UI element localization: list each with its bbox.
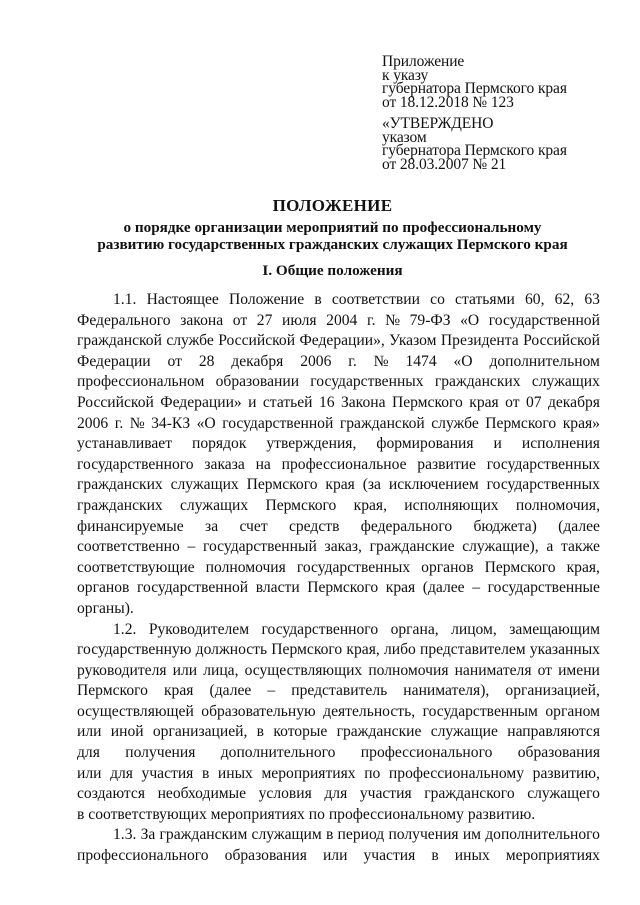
body-word: декабря <box>547 393 600 411</box>
body-word: либо <box>383 641 416 659</box>
body-word: осуществляющих <box>244 661 363 679</box>
body-word: Российской <box>523 332 600 350</box>
body-word: участия <box>141 764 194 782</box>
body-word: или <box>77 764 102 782</box>
body-text-line <box>77 702 600 723</box>
body-text-line <box>77 784 600 805</box>
body-word: 62, <box>554 291 575 308</box>
body-word: государственные <box>487 579 600 597</box>
body-word: края <box>385 579 416 597</box>
body-word: в <box>77 805 85 823</box>
body-word: 1.1. <box>113 291 137 308</box>
body-word: – <box>267 682 276 700</box>
body-word: декабря <box>231 352 284 370</box>
body-word: государственной <box>222 414 334 432</box>
body-word: власти <box>255 579 300 597</box>
body-word: для <box>324 785 348 803</box>
body-word: служащих <box>531 373 600 391</box>
body-word: статьями <box>455 291 515 308</box>
body-word: 1474 <box>405 352 437 370</box>
body-word: мероприятиях <box>261 764 356 782</box>
body-word: профессиональное <box>281 455 407 473</box>
body-word: финансируемые <box>77 517 184 535</box>
body-word: гражданского <box>424 785 515 803</box>
body-word: от <box>167 352 182 370</box>
body-word: государственного <box>77 455 194 473</box>
body-word: служащим <box>251 826 322 844</box>
body-word: Президента <box>440 332 519 350</box>
body-word: края, <box>346 641 380 659</box>
body-text-line <box>77 311 600 332</box>
body-word: гражданских <box>77 496 163 514</box>
body-word: мероприятиях <box>210 805 305 823</box>
body-word: участия <box>363 847 416 865</box>
body-word: Пермского <box>485 414 557 432</box>
body-word: «О <box>460 311 480 329</box>
body-word: № <box>129 414 145 432</box>
body-word: создаются <box>77 785 145 803</box>
body-text-line <box>77 620 600 641</box>
body-word: 34-КЗ <box>151 414 191 432</box>
body-word: гражданских <box>77 476 163 494</box>
body-word: края» <box>562 414 600 432</box>
body-word: руководителя <box>77 661 167 679</box>
body-word: порядок <box>191 435 247 453</box>
body-word: дополнительном <box>489 352 600 370</box>
body-word: – <box>472 579 480 597</box>
body-word: соответствующие <box>77 558 195 576</box>
body-text-line <box>77 517 600 538</box>
body-text-line <box>77 475 600 496</box>
body-word: За <box>140 826 156 844</box>
body-word: Пермского <box>391 393 463 411</box>
body-word: представитель <box>291 682 388 700</box>
body-word: соответствии <box>331 291 420 308</box>
body-word: 1.2. <box>113 620 137 638</box>
body-word: нанимателя), <box>403 682 490 700</box>
body-word: Руководителем <box>148 620 250 638</box>
body-word: государственных <box>310 373 424 391</box>
body-text-line <box>77 537 600 558</box>
body-word: статьей <box>262 393 313 411</box>
body-word: со <box>430 291 445 308</box>
body-text-line <box>77 743 600 764</box>
body-word: лица, <box>203 661 239 679</box>
body-text-line <box>77 290 600 311</box>
body-word: счет <box>239 517 268 535</box>
body-text-line <box>77 558 600 579</box>
body-word: 63 <box>584 291 600 308</box>
body-word: 16 <box>318 393 335 411</box>
body-text-line <box>77 434 600 455</box>
approved-line: «УТВЕРЖДЕНО <box>382 115 494 132</box>
body-text-line <box>77 681 600 702</box>
body-word: Российской <box>218 332 296 350</box>
body-word: формирования <box>376 435 474 453</box>
body-text-line <box>77 599 600 620</box>
body-word: (за <box>362 476 381 494</box>
body-word: профессиональном <box>77 373 205 391</box>
body-word: представителем <box>420 641 526 659</box>
body-word: дополнительного <box>485 826 600 844</box>
body-word: профессиональному <box>388 764 525 782</box>
body-word: бюджета) <box>473 517 537 535</box>
body-word: для <box>77 744 100 762</box>
body-text-line <box>77 455 600 476</box>
body-word: органы). <box>77 599 134 617</box>
body-word: замещающим <box>509 620 600 638</box>
body-word: на <box>255 455 271 473</box>
body-text-line <box>77 414 600 435</box>
body-word: иных <box>454 847 490 865</box>
body-word: служащих <box>180 496 249 514</box>
body-word: развитию. <box>467 805 536 823</box>
body-word: средств <box>288 517 340 535</box>
body-word: органом <box>545 702 600 720</box>
body-word: июля <box>281 311 317 329</box>
body-text-line <box>77 764 600 785</box>
body-word: образовании <box>215 373 300 391</box>
body-text-line <box>77 846 600 867</box>
body-word: «О <box>196 414 216 432</box>
appendix-line: к указу <box>382 66 429 84</box>
body-word: федерального <box>360 517 453 535</box>
body-word: должность <box>195 641 268 659</box>
body-word: (далее <box>209 682 252 700</box>
body-word: государственную <box>77 641 192 659</box>
body-text-line <box>77 661 600 682</box>
body-word: г. <box>348 352 357 370</box>
approved-line: от 28.03.2007 № 21 <box>382 155 507 173</box>
body-word: государственной <box>137 579 249 597</box>
body-word: заказа <box>204 455 245 473</box>
body-word: государственной <box>488 311 600 329</box>
body-word: развитие <box>417 455 476 473</box>
body-word: заказ, <box>324 538 362 556</box>
body-word: служащих <box>170 476 239 494</box>
body-word: исполнения <box>521 435 600 453</box>
body-word: или <box>322 847 348 865</box>
body-text-line <box>77 825 600 846</box>
body-word: полномочия <box>368 661 449 679</box>
body-word: исполняющих <box>404 496 499 514</box>
body-word: от <box>505 393 520 411</box>
body-text-line <box>77 496 600 517</box>
body-word: и <box>248 393 257 411</box>
body-word: № <box>373 352 389 370</box>
body-word: Указом <box>389 332 437 350</box>
body-word: нанимателя <box>454 661 532 679</box>
body-word: период <box>337 826 385 844</box>
body-word: государственным <box>422 702 538 720</box>
body-word: от <box>232 311 248 329</box>
appendix-line: губернатора Пермского края <box>382 80 567 98</box>
body-word: деятельность, <box>323 702 416 720</box>
body-word: осуществляющей <box>77 702 194 720</box>
body-word: Федерации <box>77 352 151 370</box>
body-word: г. <box>114 414 124 432</box>
body-word: или <box>172 661 198 679</box>
body-word: им <box>462 826 482 844</box>
body-word: гражданской <box>77 332 162 350</box>
body-word: от <box>537 661 552 679</box>
appendix-stamp <box>382 55 612 109</box>
body-word: Пермского <box>246 476 318 494</box>
body-text-line <box>77 640 600 661</box>
body-word: образования <box>224 847 307 865</box>
body-word: Настоящее <box>146 291 219 308</box>
body-word: государственного <box>261 620 379 638</box>
body-word: имени <box>558 661 600 679</box>
body-word: по <box>364 764 381 782</box>
body-word: профессиональному <box>328 805 464 823</box>
body-word: в <box>314 291 322 308</box>
body-word: гражданские <box>336 723 422 741</box>
approved-stamp <box>382 117 612 171</box>
body-word: 28 <box>198 352 215 370</box>
body-word: служащие <box>430 723 498 741</box>
body-word: края <box>163 682 194 700</box>
body-word: Положение <box>228 291 305 308</box>
body-word: участия <box>359 785 412 803</box>
body-word: мероприятиях <box>505 847 600 865</box>
document-body <box>77 290 600 867</box>
body-word: профессионального <box>360 744 493 762</box>
body-word: Федерации», <box>299 332 385 350</box>
body-word: органов <box>77 579 130 597</box>
body-text-line <box>77 805 600 826</box>
body-word: гражданской <box>339 414 425 432</box>
body-word: 60, <box>524 291 545 308</box>
body-word: а <box>546 538 554 556</box>
body-word: органа, <box>390 620 439 638</box>
body-word: Пермского <box>484 558 556 576</box>
body-word: края <box>325 476 355 494</box>
body-word: полномочия <box>205 558 286 576</box>
document-subtitle-line: развитию государственных гражданских служащих Пермского края <box>97 236 568 253</box>
approved-line: указом <box>382 128 427 146</box>
body-word: края <box>469 393 499 411</box>
body-word: получения <box>125 744 196 762</box>
body-word: дополнительного <box>220 744 336 762</box>
body-word: в <box>201 764 210 782</box>
body-word: по <box>308 805 325 823</box>
body-word: направляются <box>507 723 600 741</box>
body-word: для <box>110 764 133 782</box>
body-word: (далее <box>558 517 600 535</box>
body-word: (далее <box>422 579 465 597</box>
body-word: «О <box>453 352 473 370</box>
body-word: полномочия, <box>515 496 600 514</box>
body-word: 27 <box>256 311 273 329</box>
body-word: за <box>205 517 219 535</box>
body-word: края, <box>353 496 388 514</box>
body-word: в <box>256 723 265 741</box>
body-word: организацией, <box>152 723 248 741</box>
body-word: государственный <box>202 538 317 556</box>
body-word: профессионального <box>77 847 209 865</box>
body-word: в <box>325 826 334 844</box>
body-word: служащего <box>527 785 600 803</box>
body-word: иных <box>217 764 253 782</box>
body-word: Пермского <box>265 496 337 514</box>
body-word: служащие), <box>462 538 539 556</box>
body-word: Закона <box>340 393 386 411</box>
body-word: соответственно <box>77 538 180 556</box>
body-word: исключением <box>388 476 479 494</box>
body-text-line <box>77 372 600 393</box>
body-word: лицом, <box>451 620 497 638</box>
body-word: органов <box>421 558 474 576</box>
body-text-line <box>77 352 600 373</box>
body-word: условия <box>258 785 312 803</box>
body-word: – <box>187 538 196 556</box>
body-text-line <box>77 578 600 599</box>
appendix-line: от 18.12.2018 № 123 <box>382 93 514 111</box>
body-word: указанных <box>529 641 600 659</box>
body-word: г. <box>366 311 376 329</box>
body-word: Пермского <box>271 641 343 659</box>
body-word: гражданские <box>369 538 455 556</box>
body-word: устанавливает <box>77 435 173 453</box>
body-word: организацией, <box>505 682 600 700</box>
body-text-line <box>77 393 600 414</box>
body-word: государственных <box>486 476 600 494</box>
body-word: утверждения, <box>266 435 357 453</box>
body-word: развитию, <box>532 764 600 782</box>
body-word: в <box>431 847 439 865</box>
document-title: ПОЛОЖЕНИЕ <box>272 196 393 215</box>
body-word: 07 <box>525 393 542 411</box>
body-word: 2006 <box>300 352 332 370</box>
appendix-line: Приложение <box>382 53 465 70</box>
body-word: которые <box>273 723 328 741</box>
body-word: государственных <box>486 455 600 473</box>
body-text-line <box>77 722 600 743</box>
approved-line: губернатора Пермского края <box>382 142 567 160</box>
body-word: службе <box>431 414 479 432</box>
body-word: или <box>77 723 102 741</box>
body-word: 2004 <box>326 311 358 329</box>
body-word: соответствующих <box>88 805 207 823</box>
document-subtitle-line: о порядке организации мероприятий по профессиональному <box>123 219 542 236</box>
body-word: государственных <box>296 558 411 576</box>
body-word: службе <box>166 332 214 350</box>
body-word: № <box>385 311 400 329</box>
body-word: также <box>560 538 600 556</box>
body-word: 1.3. <box>113 826 137 844</box>
body-word: образования <box>517 744 600 762</box>
body-word: Российской <box>77 393 154 411</box>
body-word: Федерального <box>77 311 171 329</box>
body-word: иной <box>110 723 144 741</box>
body-word: получения <box>388 826 459 844</box>
body-word: образовательную <box>201 702 316 720</box>
body-word: края, <box>566 558 600 576</box>
body-word: Пермского <box>307 579 379 597</box>
section-heading: I. Общие положения <box>262 262 403 279</box>
body-word: Пермского <box>77 682 148 700</box>
body-word: гражданских <box>434 373 521 391</box>
body-word: закона <box>180 311 224 329</box>
body-word: Федерации» <box>160 393 242 411</box>
body-text-line <box>77 331 600 352</box>
body-word: необходимые <box>157 785 247 803</box>
body-word: 79-ФЗ <box>409 311 451 329</box>
body-word: гражданским <box>159 826 248 844</box>
body-word: и <box>493 435 502 453</box>
body-word: 2006 <box>77 414 109 432</box>
